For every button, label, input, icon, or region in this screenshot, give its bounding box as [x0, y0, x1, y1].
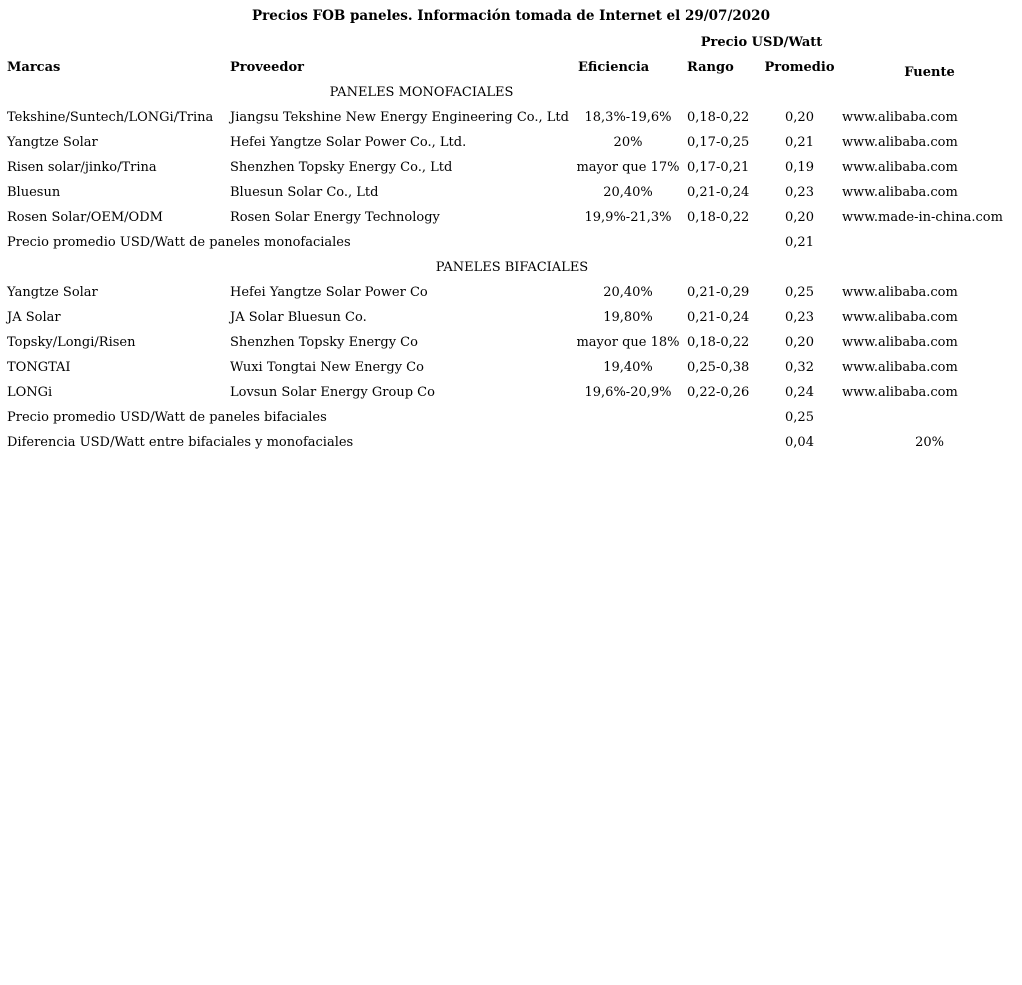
cell-eficiencia: 18,3%-19,6%: [584, 110, 672, 125]
cell-promedio: 0,20: [785, 210, 814, 225]
cell-proveedor: JA Solar Bluesun Co.: [230, 310, 367, 325]
mono-section: [4, 105, 1020, 230]
cell-marca: Tekshine/Suntech/LONGi/Trina: [7, 110, 214, 125]
cell-rango: 0,18-0,22: [687, 335, 750, 350]
cell-fuente: www.alibaba.com: [842, 185, 958, 200]
cell-rango: 0,18-0,22: [687, 110, 750, 125]
mono-average-row: [4, 230, 1020, 255]
cell-rango: 0,21-0,29: [687, 285, 750, 300]
col-header-eficiencia: Eficiencia: [578, 60, 650, 75]
cell-eficiencia: 19,9%-21,3%: [584, 210, 672, 225]
cell-eficiencia: 19,40%: [603, 360, 653, 375]
cell-promedio: 0,24: [785, 385, 814, 400]
difference-label: Diferencia USD/Watt entre bifaciales y monofaciales: [7, 435, 354, 450]
bi-average-row: [4, 405, 1020, 430]
table-row: [4, 105, 1020, 130]
cell-eficiencia: mayor que 18%: [576, 335, 680, 350]
bi-average-label: Precio promedio USD/Watt de paneles bifaciales: [7, 410, 327, 425]
summary-section: [4, 405, 1020, 455]
cell-eficiencia: mayor que 17%: [576, 160, 680, 175]
cell-marca: Rosen Solar/OEM/ODM: [7, 210, 163, 225]
cell-eficiencia: 20%: [613, 135, 643, 150]
section-title-row: [4, 255, 1020, 280]
col-header-proveedor: Proveedor: [230, 60, 305, 75]
cell-promedio: 0,20: [785, 110, 814, 125]
cell-proveedor: Bluesun Solar Co., Ltd: [230, 185, 379, 200]
table-row: [4, 280, 1020, 305]
cell-marca: JA Solar: [7, 310, 61, 325]
cell-eficiencia: 20,40%: [603, 285, 653, 300]
cell-marca: Topsky/Longi/Risen: [7, 335, 136, 350]
mono-average-label: Precio promedio USD/Watt de paneles monofaciales: [7, 235, 351, 250]
cell-promedio: 0,25: [785, 285, 814, 300]
cell-fuente: www.made-in-china.com: [842, 210, 1003, 225]
cell-promedio: 0,32: [785, 360, 814, 375]
cell-promedio: 0,20: [785, 335, 814, 350]
table-row: [4, 330, 1020, 355]
section-title-monofaciales: PANELES MONOFACIALES: [329, 85, 514, 100]
cell-fuente: www.alibaba.com: [842, 135, 958, 150]
cell-marca: Bluesun: [7, 185, 61, 200]
cell-proveedor: Hefei Yangtze Solar Power Co., Ltd.: [230, 135, 467, 150]
col-header-rango: Rango: [687, 60, 734, 75]
cell-rango: 0,21-0,24: [687, 310, 750, 325]
cell-rango: 0,22-0,26: [687, 385, 750, 400]
col-header-marcas: Marcas: [7, 60, 61, 75]
cell-rango: 0,17-0,25: [687, 135, 750, 150]
cell-marca: TONGTAI: [7, 360, 71, 375]
cell-marca: Yangtze Solar: [7, 285, 98, 300]
cell-rango: 0,21-0,24: [687, 185, 750, 200]
header-row: [4, 55, 1020, 80]
cell-fuente: www.alibaba.com: [842, 285, 958, 300]
cell-fuente: www.alibaba.com: [842, 110, 958, 125]
cell-proveedor: Hefei Yangtze Solar Power Co: [230, 285, 428, 300]
col-header-promedio: Promedio: [764, 60, 835, 75]
cell-promedio: 0,23: [785, 310, 814, 325]
cell-marca: Yangtze Solar: [7, 135, 98, 150]
page-title: Precios FOB paneles. Información tomada de Internet el 29/07/2020: [252, 8, 770, 24]
cell-marca: Risen solar/jinko/Trina: [7, 160, 157, 175]
cell-fuente: www.alibaba.com: [842, 160, 958, 175]
bi-section: [4, 280, 1020, 405]
cell-proveedor: Rosen Solar Energy Technology: [230, 210, 440, 225]
mono-average-value: 0,21: [785, 235, 814, 250]
cell-eficiencia: 19,6%-20,9%: [584, 385, 672, 400]
bi-average-value: 0,25: [785, 410, 814, 425]
cell-rango: 0,18-0,22: [687, 210, 750, 225]
difference-value: 0,04: [785, 435, 814, 450]
cell-marca: LONGi: [7, 385, 53, 400]
cell-proveedor: Shenzhen Topsky Energy Co., Ltd: [230, 160, 453, 175]
cell-proveedor: Jiangsu Tekshine New Energy Engineering Co., Ltd: [230, 110, 569, 125]
header-group-row: [4, 30, 1020, 55]
mono-average-section: [4, 230, 1020, 280]
cell-proveedor: Lovsun Solar Energy Group Co: [230, 385, 435, 400]
table-row: [4, 205, 1020, 230]
cell-promedio: 0,19: [785, 160, 814, 175]
table-row: [4, 380, 1020, 405]
cell-promedio: 0,23: [785, 185, 814, 200]
cell-fuente: www.alibaba.com: [842, 335, 958, 350]
price-group-header: Precio USD/Watt: [700, 35, 823, 50]
cell-rango: 0,17-0,21: [687, 160, 750, 175]
difference-percent: 20%: [915, 435, 944, 450]
table-row: [4, 130, 1020, 155]
difference-row: [4, 430, 1020, 455]
section-title-bifaciales: PANELES BIFACIALES: [435, 260, 589, 275]
cell-fuente: www.alibaba.com: [842, 310, 958, 325]
price-table: [4, 30, 1020, 455]
cell-proveedor: Wuxi Tongtai New Energy Co: [230, 360, 424, 375]
cell-fuente: www.alibaba.com: [842, 385, 958, 400]
col-header-fuente: Fuente: [904, 65, 955, 80]
cell-proveedor: Shenzhen Topsky Energy Co: [230, 335, 418, 350]
cell-fuente: www.alibaba.com: [842, 360, 958, 375]
table-row: [4, 155, 1020, 180]
table-row: [4, 355, 1020, 380]
table-row: [4, 180, 1020, 205]
table-row: [4, 305, 1020, 330]
cell-eficiencia: 20,40%: [603, 185, 653, 200]
cell-rango: 0,25-0,38: [687, 360, 750, 375]
cell-promedio: 0,21: [785, 135, 814, 150]
cell-eficiencia: 19,80%: [603, 310, 653, 325]
